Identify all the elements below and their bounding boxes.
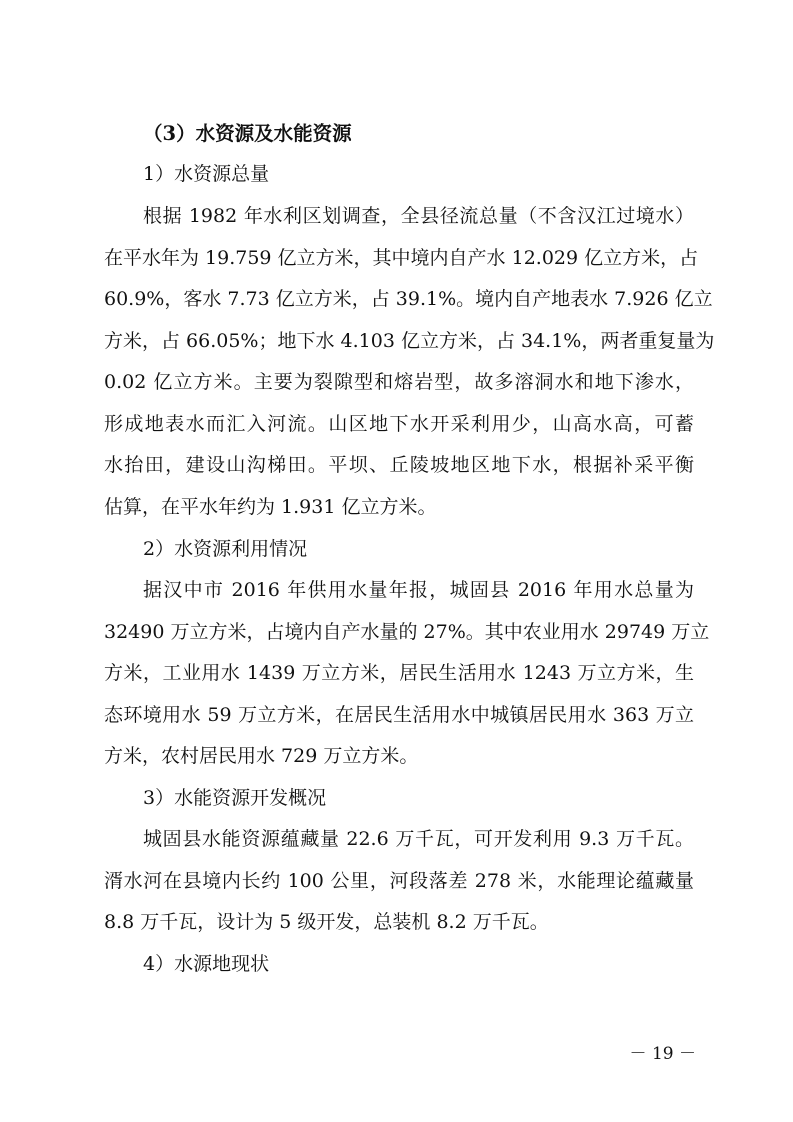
paragraph-line: 32490 万立方米，占境内自产水量的 27%。其中农业用水 29749 万立 <box>104 621 710 643</box>
paragraph-line: 形成地表水而汇入河流。山区地下水开采利用少，山高水高，可蓄 <box>104 413 694 435</box>
paragraph-line: 据汉中市 2016 年供用水量年报，城固县 2016 年用水总量为 <box>143 579 694 601</box>
subsection-title-water-total: 1）水资源总量 <box>143 163 270 185</box>
paragraph-line: 8.8 万千瓦，设计为 5 级开发，总装机 8.2 万千瓦。 <box>104 911 549 933</box>
paragraph-line: 水抬田，建设山沟梯田。平坝、丘陵坡地区地下水，根据补采平衡 <box>104 454 694 476</box>
paragraph-line: 方米，占 66.05%；地下水 4.103 亿立方米，占 34.1%，两者重复量为 <box>104 330 715 352</box>
paragraph-line: 60.9%，客水 7.73 亿立方米，占 39.1%。境内自产地表水 7.926 亿立 <box>104 288 713 310</box>
paragraph-line: 根据 1982 年水利区划调查，全县径流总量（不含汉江过境水） <box>143 205 694 227</box>
paragraph-line: 0.02 亿立方米。主要为裂隙型和熔岩型，故多溶洞水和地下渗水， <box>104 371 694 393</box>
page-number: － 19 － <box>629 1044 696 1064</box>
subsection-title-hydropower: 3）水能资源开发概况 <box>143 787 327 809</box>
paragraph-line: 态环境用水 59 万立方米，在居民生活用水中城镇居民用水 363 万立 <box>104 704 694 726</box>
paragraph-line: 城固县水能资源蕴藏量 22.6 万千瓦，可开发利用 9.3 万千瓦。 <box>143 828 694 850</box>
paragraph-line: 方米，农村居民用水 729 万立方米。 <box>104 745 419 767</box>
subsection-title-water-use: 2）水资源利用情况 <box>143 538 308 560</box>
paragraph-line: 方米，工业用水 1439 万立方米，居民生活用水 1243 万立方米，生 <box>104 662 694 684</box>
paragraph-line: 湑水河在县境内长约 100 公里，河段落差 278 米，水能理论蕴藏量 <box>104 870 694 892</box>
subsection-title-water-source: 4）水源地现状 <box>143 953 270 975</box>
paragraph-line: 在平水年为 19.759 亿立方米，其中境内自产水 12.029 亿立方米，占 <box>104 247 699 269</box>
paragraph-line: 估算，在平水年约为 1.931 亿立方米。 <box>104 496 437 518</box>
section-heading: （3）水资源及水能资源 <box>143 122 352 145</box>
